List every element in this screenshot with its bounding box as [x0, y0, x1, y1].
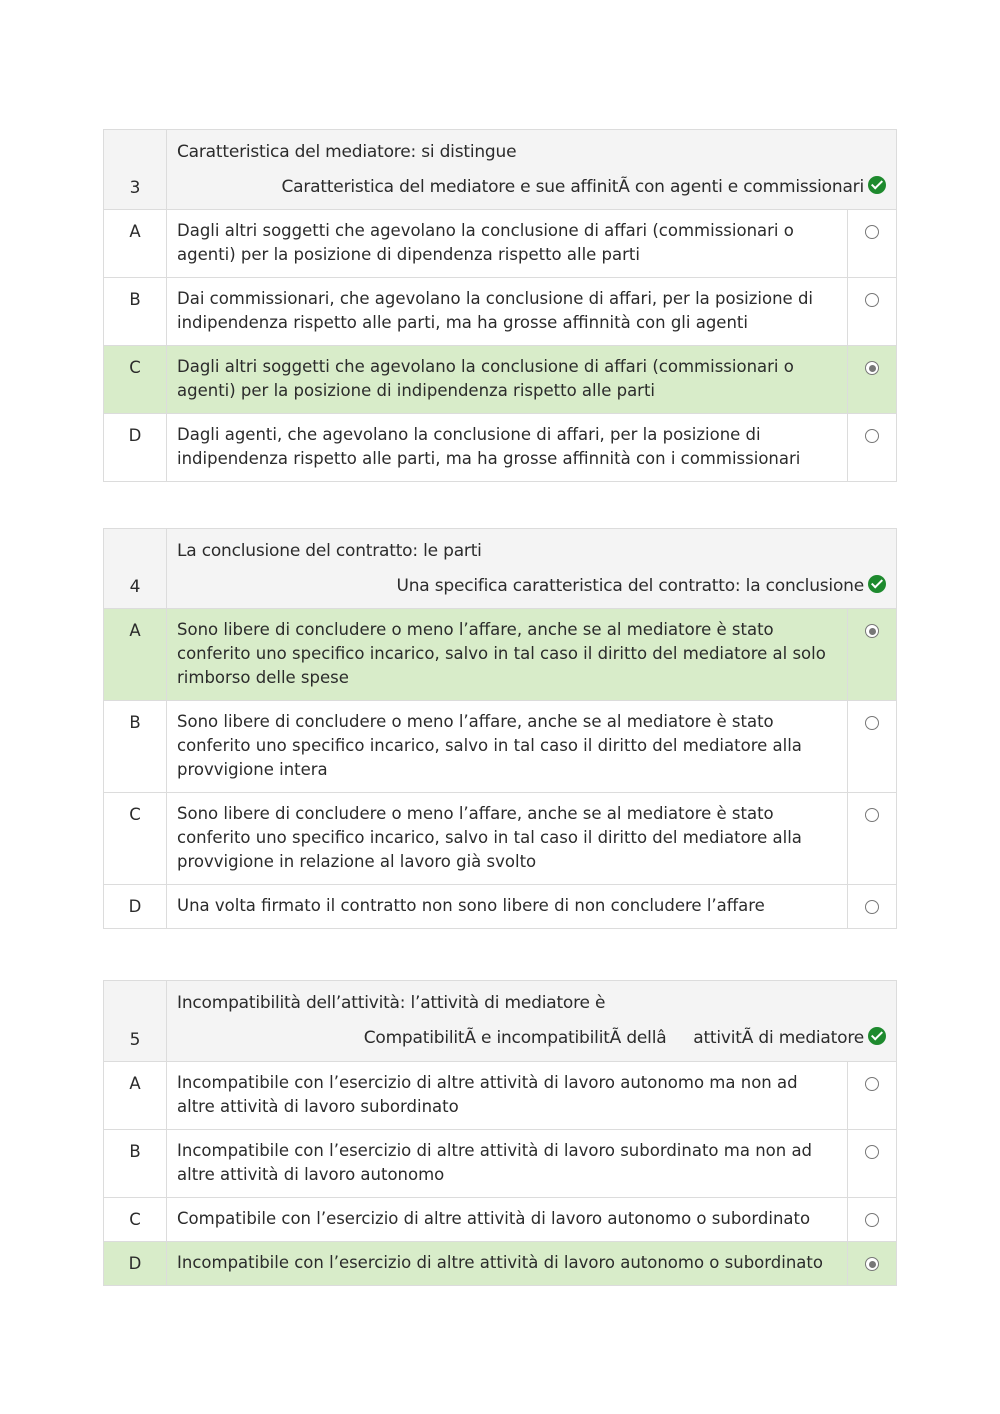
radio-selected-icon[interactable] [865, 1257, 879, 1271]
option-text: Dagli agenti, che agevolano la conclusione di affari, per la posizione di indipendenza rispetto alle parti, ma ha grosse affinnità con i commissionari [167, 414, 848, 482]
answer-option-b[interactable] [104, 701, 897, 793]
question-header [104, 981, 897, 1062]
option-text: Incompatibile con l’esercizio di altre attività di lavoro autonomo ma non ad altre attività di lavoro subordinato [167, 1062, 848, 1130]
question-text: La conclusione del contratto: le parti [177, 541, 482, 561]
check-circle-icon [868, 575, 886, 593]
option-letter: C [104, 793, 167, 885]
answer-option-c[interactable] [104, 1198, 897, 1242]
radio-icon[interactable] [865, 293, 879, 307]
answer-option-c[interactable] [104, 793, 897, 885]
option-letter: A [104, 1062, 167, 1130]
question-block-4 [103, 528, 897, 929]
radio-icon[interactable] [865, 1213, 879, 1227]
question-text: Incompatibilità dell’attività: l’attività di mediatore è [177, 993, 606, 1013]
option-text: Dagli altri soggetti che agevolano la conclusione di affari (commissionari o agenti) per la posizione di dipendenza rispetto alle parti [167, 210, 848, 278]
radio-icon[interactable] [865, 1145, 879, 1159]
answer-option-d[interactable] [104, 414, 897, 482]
question-number: 5 [104, 981, 167, 1062]
option-letter: B [104, 1130, 167, 1198]
question-header [104, 130, 897, 210]
question-topic: CompatibilitÃ e incompatibilitÃ dellâattivitÃ di mediatore [363, 1028, 864, 1048]
radio-icon[interactable] [865, 716, 879, 730]
question-number: 3 [104, 130, 167, 210]
answer-option-a[interactable] [104, 210, 897, 278]
answer-option-b[interactable] [104, 278, 897, 346]
option-letter: C [104, 1198, 167, 1242]
radio-icon[interactable] [865, 1077, 879, 1091]
option-text: Sono libere di concludere o meno l’affare, anche se al mediatore è stato conferito uno specifico incarico, salvo in tal caso il diritto del mediatore alla provvigione intera [167, 701, 848, 793]
question-number: 4 [104, 529, 167, 609]
option-text: Sono libere di concludere o meno l’affare, anche se al mediatore è stato conferito uno specifico incarico, salvo in tal caso il diritto del mediatore al solo rimborso delle spese [167, 609, 848, 701]
question-text: Caratteristica del mediatore: si distingue [177, 142, 517, 162]
option-text: Dagli altri soggetti che agevolano la conclusione di affari (commissionari o agenti) per la posizione di indipendenza rispetto alle parti [167, 346, 848, 414]
option-text: Incompatibile con l’esercizio di altre attività di lavoro autonomo o subordinato [167, 1242, 848, 1286]
check-circle-icon [868, 1027, 886, 1045]
option-letter: B [104, 278, 167, 346]
check-circle-icon [868, 176, 886, 194]
question-topic: Caratteristica del mediatore e sue affinitÃ con agenti e commissionari [281, 177, 864, 197]
option-letter: D [104, 414, 167, 482]
option-text: Sono libere di concludere o meno l’affare, anche se al mediatore è stato conferito uno specifico incarico, salvo in tal caso il diritto del mediatore alla provvigione in relazione al lavoro già svolto [167, 793, 848, 885]
question-block-3 [103, 129, 897, 482]
radio-selected-icon[interactable] [865, 624, 879, 638]
option-letter: A [104, 210, 167, 278]
radio-icon[interactable] [865, 900, 879, 914]
option-text: Incompatibile con l’esercizio di altre attività di lavoro subordinato ma non ad altre attività di lavoro autonomo [167, 1130, 848, 1198]
question-block-5 [103, 980, 897, 1286]
radio-icon[interactable] [865, 429, 879, 443]
question-header [104, 529, 897, 609]
option-letter: C [104, 346, 167, 414]
option-text: Compatibile con l’esercizio di altre attività di lavoro autonomo o subordinato [167, 1198, 848, 1242]
question-topic: Una specifica caratteristica del contratto: la conclusione [396, 576, 864, 596]
option-letter: A [104, 609, 167, 701]
answer-option-c[interactable] [104, 346, 897, 414]
radio-icon[interactable] [865, 225, 879, 239]
answer-option-b[interactable] [104, 1130, 897, 1198]
answer-option-a[interactable] [104, 1062, 897, 1130]
option-text: Una volta firmato il contratto non sono libere di non concludere l’affare [167, 885, 848, 929]
radio-selected-icon[interactable] [865, 361, 879, 375]
radio-icon[interactable] [865, 808, 879, 822]
option-text: Dai commissionari, che agevolano la conclusione di affari, per la posizione di indipendenza rispetto alle parti, ma ha grosse affinnità con gli agenti [167, 278, 848, 346]
answer-option-a[interactable] [104, 609, 897, 701]
option-letter: B [104, 701, 167, 793]
option-letter: D [104, 1242, 167, 1286]
answer-option-d[interactable] [104, 1242, 897, 1286]
answer-option-d[interactable] [104, 885, 897, 929]
option-letter: D [104, 885, 167, 929]
